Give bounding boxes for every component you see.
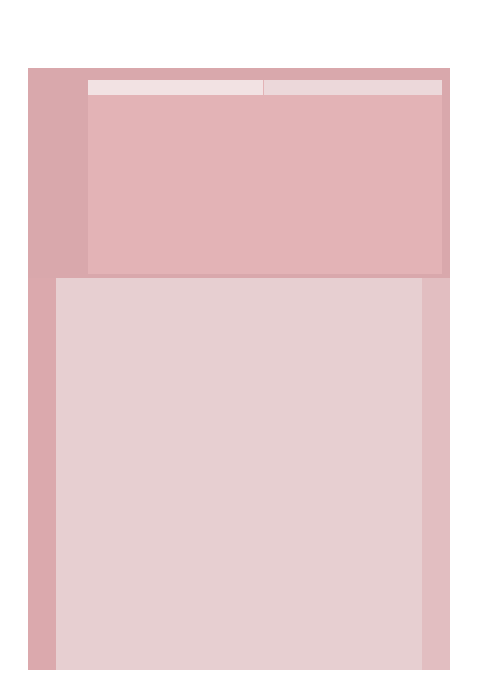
stitch-count-column — [422, 278, 450, 670]
row-number-column — [28, 278, 56, 670]
pattern-table — [28, 68, 450, 670]
